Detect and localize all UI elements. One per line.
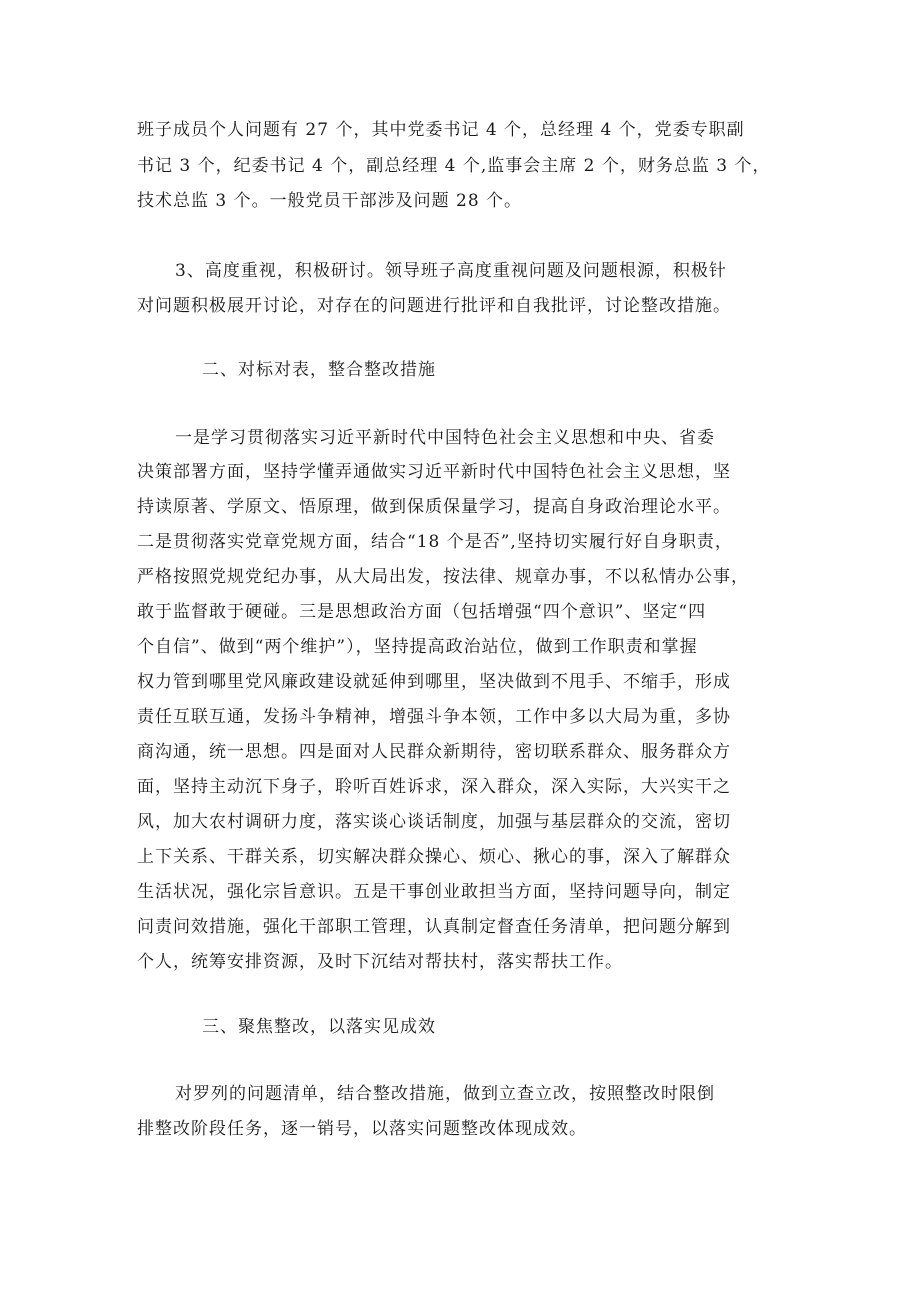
paragraph-3-line-14: 生活状况，强化宗旨意识。五是干事创业敢担当方面，坚持问题导向，制定	[137, 882, 731, 902]
paragraph-3-line-16: 个人，统筹安排资源，及时下沉结对帮扶村，落实帮扶工作。	[137, 952, 623, 972]
paragraph-3-line-10: 商沟通，统一思想。四是面对人民群众新期待，密切联系群众、服务群众方	[137, 742, 731, 762]
paragraph-3-line-3: 持读原著、学原文、悟原理，做到保质保量学习，提高自身政治理论水平。	[137, 497, 731, 517]
paragraph-1-line-1: 班子成员个人问题有 27 个，其中党委书记 4 个，总经理 4 个，党委专职副	[137, 120, 745, 140]
paragraph-2-line-2: 对问题积极展开讨论，对存在的问题进行批评和自我批评，讨论整改措施。	[137, 296, 731, 316]
section-heading-2: 二、对标对表，整合整改措施	[202, 360, 436, 380]
section-heading-3: 三、聚焦整改，以落实见成效	[202, 1017, 436, 1037]
paragraph-3-line-15: 问责问效措施，强化干部职工管理，认真制定督查任务清单，把问题分解到	[137, 917, 731, 937]
paragraph-1-line-2: 书记 3 个，纪委书记 4 个，副总经理 4 个,监事会主席 2 个，财务总监 3 个，	[137, 156, 771, 176]
paragraph-3-line-12: 风，加大农村调研力度，落实谈心谈话制度，加强与基层群众的交流，密切	[137, 812, 731, 832]
paragraph-2-line-1: 3、高度重视，积极研讨。领导班子高度重视问题及问题根源，积极针	[175, 261, 727, 281]
paragraph-1-line-3: 技术总监 3 个。一般党员干部涉及问题 28 个。	[137, 191, 523, 211]
paragraph-3-line-7: 个自信”、做到“两个维护”），坚持提高政治站位，做到工作职责和掌握	[137, 637, 698, 657]
paragraph-3-line-8: 权力管到哪里党风廉政建设就延伸到哪里，坚决做到不甩手、不缩手，形成	[137, 672, 731, 692]
paragraph-3-line-4: 二是贯彻落实党章党规方面，结合“18 个是否”,坚持切实履行好自身职责，	[137, 532, 733, 552]
paragraph-4-line-2: 排整改阶段任务，逐一销号，以落实问题整改体现成效。	[137, 1119, 587, 1139]
paragraph-3-line-1: 一是学习贯彻落实习近平新时代中国特色社会主义思想和中央、省委	[175, 428, 715, 448]
paragraph-3-line-9: 责任互联互通，发扬斗争精神，增强斗争本领，工作中多以大局为重，多协	[137, 707, 731, 727]
paragraph-3-line-6: 敢于监督敢于硬碰。三是思想政治方面（包括增强“四个意识”、坚定“四	[137, 602, 707, 622]
paragraph-4-line-1: 对罗列的问题清单，结合整改措施，做到立查立改，按照整改时限倒	[175, 1084, 715, 1104]
paragraph-3-line-11: 面，坚持主动沉下身子，聆听百姓诉求，深入群众，深入实际，大兴实干之	[137, 777, 731, 797]
paragraph-3-line-13: 上下关系、干群关系，切实解决群众操心、烦心、揪心的事，深入了解群众	[137, 847, 731, 867]
paragraph-3-line-5: 严格按照党规党纪办事，从大局出发，按法律、规章办事，不以私情办公事，	[137, 567, 749, 587]
paragraph-3-line-2: 决策部署方面，坚持学懂弄通做实习近平新时代中国特色社会主义思想，坚	[137, 462, 731, 482]
